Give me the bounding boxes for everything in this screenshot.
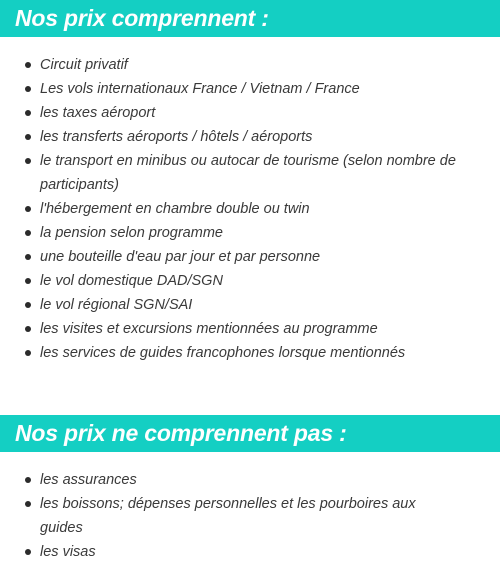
bullet-icon <box>25 206 31 212</box>
list-item-text: l'hébergement en chambre double ou twin <box>40 201 310 217</box>
bullet-icon <box>25 302 31 308</box>
bullet-icon <box>25 134 31 140</box>
list-item <box>0 53 500 77</box>
list-item <box>0 149 500 197</box>
list-item-text: la pension selon programme <box>40 225 223 241</box>
included-list <box>0 53 500 365</box>
list-item <box>0 341 500 365</box>
list-item <box>0 468 500 492</box>
list-item-text: les visas <box>40 544 96 560</box>
bullet-icon <box>25 230 31 236</box>
list-item-text: une bouteille d'eau par jour et par personne <box>40 249 321 265</box>
list-item-text: les visites et excursions mentionnées au programme <box>40 321 378 337</box>
list-item <box>0 293 500 317</box>
bullet-icon <box>25 86 31 92</box>
list-item <box>0 317 500 341</box>
list-item <box>0 101 500 125</box>
excluded-list <box>0 468 500 564</box>
list-item <box>0 197 500 221</box>
list-item-text: le vol domestique DAD/SGN <box>40 273 223 289</box>
list-item <box>0 125 500 149</box>
bullet-icon <box>25 110 31 116</box>
list-item-text: les boissons; dépenses personnelles et les pourboires aux guides <box>40 496 416 536</box>
bullet-icon <box>25 501 31 507</box>
bullet-icon <box>25 326 31 332</box>
list-item-text: les transferts aéroports / hôtels / aéroports <box>40 129 313 145</box>
bullet-icon <box>25 278 31 284</box>
list-item-text: les services de guides francophones lorsque mentionnés <box>40 345 406 361</box>
bullet-icon <box>25 477 31 483</box>
list-item-text: Circuit privatif <box>40 57 128 73</box>
included-section-title: Nos prix comprennent : <box>0 0 500 37</box>
list-item <box>0 221 500 245</box>
list-item <box>0 245 500 269</box>
list-item-text: le transport en minibus ou autocar de tourisme (selon nombre de participants) <box>40 153 456 193</box>
list-item <box>0 492 500 540</box>
list-item <box>0 269 500 293</box>
excluded-section-title: Nos prix ne comprennent pas : <box>0 415 500 452</box>
bullet-icon <box>25 158 31 164</box>
list-item-text: les taxes aéroport <box>40 105 156 121</box>
bullet-icon <box>25 350 31 356</box>
bullet-icon <box>25 254 31 260</box>
list-item-text: le vol régional SGN/SAI <box>40 297 193 313</box>
bullet-icon <box>25 549 31 555</box>
bullet-icon <box>25 62 31 68</box>
list-item-text: les assurances <box>40 472 137 488</box>
list-item <box>0 540 500 564</box>
list-item <box>0 77 500 101</box>
list-item-text: Les vols internationaux France / Vietnam / France <box>40 81 360 97</box>
